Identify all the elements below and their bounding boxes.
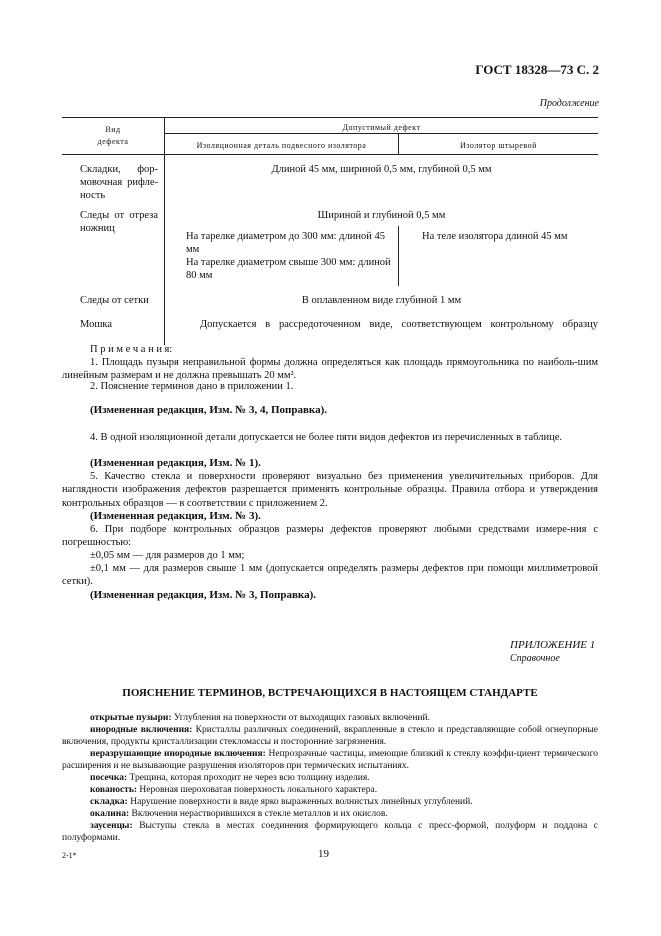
term-name: окалина: [90,809,130,819]
document-header: ГОСТ 18328—73 С. 2 [475,62,599,77]
term-definition: Неровная шероховатая поверхность локального характера. [137,785,378,795]
term-definition: Непрозрачные частицы, имеющие близкий к стеклу коэффи-циент термического расширения и не вызывающие разрушения изоляторов при термических испытаниях. [62,749,598,772]
table-row-value: В оплавленном виде глубиной 1 мм [301,295,462,306]
table-header-allowed: Допустимый дефект [342,123,421,132]
term-definition: Кристаллы различных соединений, вкрапленные в стекло и представляющие собой огнеупорные включения, продукты кристаллизации стекломассы и посторонние загрязнения. [62,725,598,748]
term-entry [62,796,598,808]
edit-note: (Измененная редакция, Изм. № 3). [90,510,261,522]
notes-title: П р и м е ч а н и я: [90,344,173,355]
term-name: кованость: [90,785,138,795]
footer-mark: 2-1* [62,851,77,860]
edit-note: (Измененная редакция, Изм. № 3, 4, Поправка). [90,404,327,416]
tolerance-1: ±0,05 мм — для размеров до 1 мм; [90,550,245,561]
table-row-kind: Следы от отреза ножниц [80,210,158,234]
page-number: 19 [318,848,329,860]
table-row-pin-detail: На теле изолятора длиной 45 мм [422,231,568,242]
term-entry [62,772,598,784]
term-definition: Выступы стекла в местах соединения формирующего кольца с пресс-формой, полуформ и поддона с полуформами. [62,821,598,844]
table-subheader-pin: Изолятор штыревой [460,141,537,150]
continuation-label: Продолжение [539,98,599,109]
term-definition: Нарушение поверхности в виде ярко выраженных волнистых линейных углублений. [127,797,473,807]
term-name: открытые пузыри: [90,713,172,723]
term-entry [62,820,598,845]
table-row-suspension-detail: На тарелке диаметром до 300 мм: длиной 45 мм На тарелке диаметром свыше 300 мм: длиной 80 мм [186,231,391,281]
term-definition: Углубления на поверхности от выходящих газовых включений. [171,713,430,723]
table-header-bottom [62,154,598,155]
note-2: 2. Пояснение терминов дано в приложении 1. [90,381,294,392]
appendix-title: ПОЯСНЕНИЕ ТЕРМИНОВ, ВСТРЕЧАЮЩИХСЯ В НАСТОЯЩЕМ СТАНДАРТЕ [122,687,538,699]
edit-note: (Измененная редакция, Изм. № 3, Поправка). [90,589,316,601]
table-row-kind: Следы от сетки [80,295,149,306]
term-name: неразрушающие инородные включения: [90,749,266,759]
term-entry [62,808,598,820]
term-entry [62,724,598,749]
appendix-label: ПРИЛОЖЕНИЕ 1 [510,639,596,651]
table-subheader-suspension: Изоляционная деталь подвесного изолятора [196,141,367,150]
paragraph-6: 6. При подборе контрольных образцов размеры дефектов проверяют любыми средствами измере-ния с погрешностью: [62,524,598,549]
table-header-kind: Вид дефекта [97,125,129,146]
table-row-value: Шириной и глубиной 0,5 мм [317,210,446,221]
table-row-kind: Складки, фор-мовочная рифле-ность [80,164,158,201]
table-top-border [62,117,598,118]
paragraph-5: 5. Качество стекла и поверхности проверяют визуально без применения увеличительных приборов. Для наглядности изображения дефектов разрешается применять контрольные образцы. Правила отбора и утверждения контрольных образцов — в соответствии с приложением 2. [62,471,598,509]
tolerance-2: ±0,1 мм — для размеров свыше 1 мм (допускается определять размеры дефектов при помощи миллиметровой сетки). [62,563,598,588]
term-definition: Трещина, которая проходит не через всю толщину изделия. [127,773,370,783]
term-definition: Включения нерастворившихся в стекле металлов и их окислов. [129,809,388,819]
term-name: инородные включения: [90,725,193,735]
term-name: заусенцы: [90,821,133,831]
paragraph-4: 4. В одной изоляционной детали допускается не более пяти видов дефектов из перечисленных в таблице. [90,432,562,443]
term-name: посечка: [90,773,128,783]
table-subcol-divider-row [398,226,399,286]
term-entry [62,784,598,796]
term-name: складка: [90,797,128,807]
term-entry [62,712,598,724]
term-entry [62,748,598,773]
appendix-type: Справочное [510,653,560,664]
edit-note: (Измененная редакция, Изм. № 1). [90,457,261,469]
table-row-kind: Мошка [80,319,113,330]
table-row-value: Допускается в рассредоточенном виде, соответствующем контрольному образцу [200,319,598,330]
table-row-value: Длиной 45 мм, шириной 0,5 мм, глубиной 0,5 мм [271,164,492,175]
note-1: 1. Площадь пузыря неправильной формы должна определяться как площадь прямоугольника по наиболь-шим линейным размерам и не должна превышать 20 мм². [62,357,598,382]
